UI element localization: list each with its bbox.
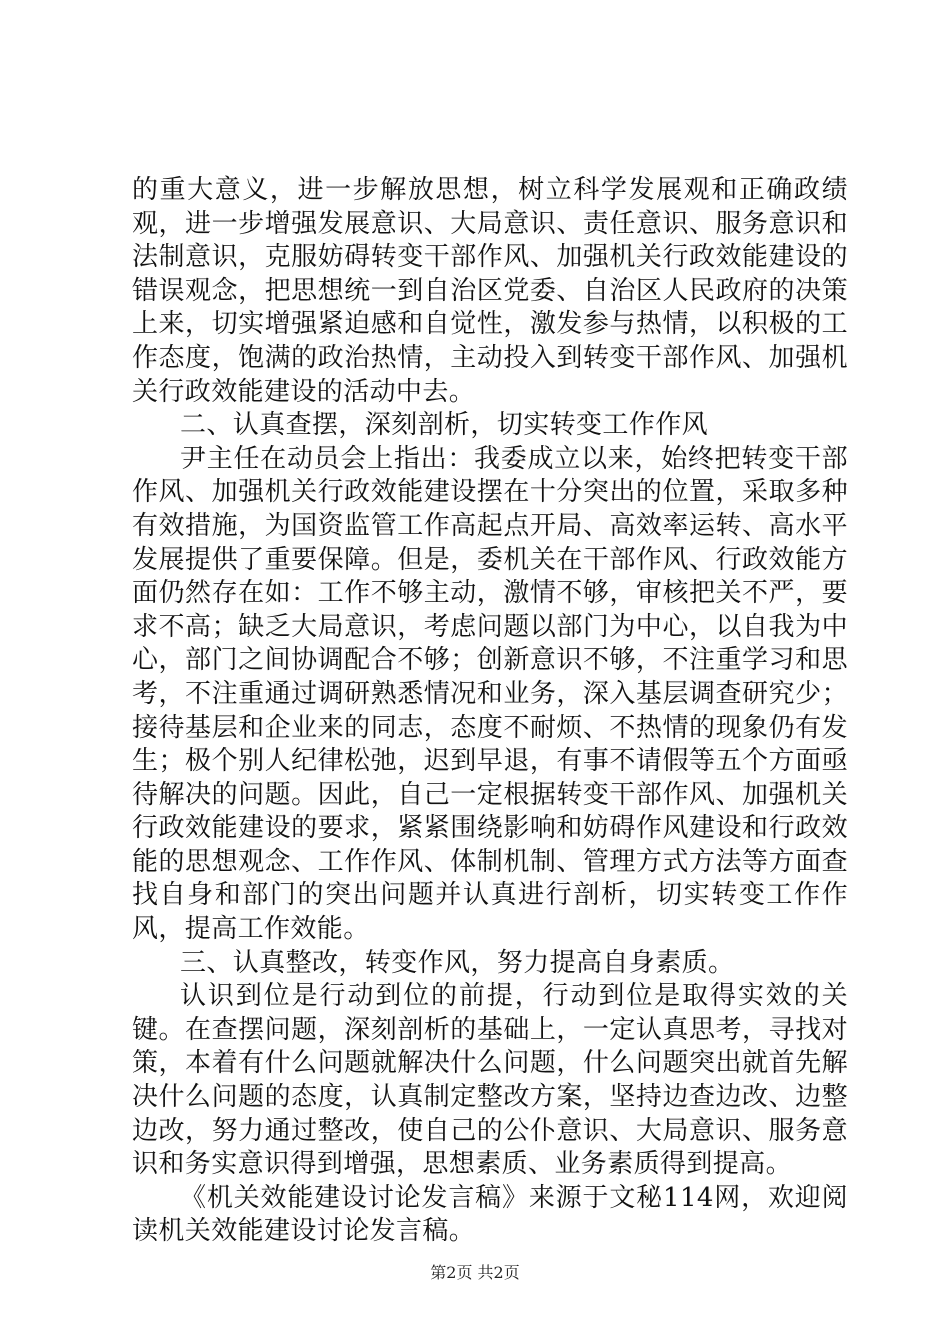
paragraph-source-note: 《机关效能建设讨论发言稿》来源于文秘114网，欢迎阅读机关效能建设讨论发言稿。 — [132, 1182, 848, 1247]
section-heading-3: 三、认真整改，转变作风，努力提高自身素质。 — [180, 947, 735, 978]
paragraph-rectification: 认识到位是行动到位的前提，行动到位是取得实效的关键。在查摆问题，深刻剖析的基础上，一定认真思考，寻找对策，本着有什么问题就解决什么问题，什么问题突出就首先解决什么问题的态度，认真制定整改方案，坚持边查边改、边整边改，努力通过整改，使自己的公仆意识、大局意识、服务意识和务实意识得到增强，思想素质、业务素质得到提高。 — [132, 981, 848, 1180]
document-body — [132, 174, 848, 1249]
paragraph-director-remarks: 尹主任在动员会上指出：我委成立以来，始终把转变干部作风、加强机关行政效能建设摆在十分突出的位置，采取多种有效措施，为国资监管工作高起点开局、高效率运转、高水平发展提供了重要保障。但是，委机关在干部作风、行政效能方面仍然存在如：工作不够主动，激情不够，审核把关不严，要求不高；缺乏大局意识，考虑问题以部门为中心，以自我为中心，部门之间协调配合不够；创新意识不够，不注重学习和思考，不注重通过调研熟悉情况和业务，深入基层调查研究少；接待基层和企业来的同志，态度不耐烦、不热情的现象仍有发生；极个别人纪律松弛，迟到早退，有事不请假等五个方面亟待解决的问题。因此，自己一定根据转变干部作风、加强机关行政效能建设的要求，紧紧围绕影响和妨碍作风建设和行政效能的思想观念、工作作风、体制机制、管理方式方法等方面查找自身和部门的突出问题并认真进行剖析，切实转变工作作风，提高工作效能。 — [132, 443, 848, 945]
paragraph-continuation: 的重大意义，进一步解放思想，树立科学发展观和正确政绩观，进一步增强发展意识、大局意识、责任意识、服务意识和法制意识，克服妨碍转变干部作风、加强机关行政效能建设的错误观念，把思想统一到自治区党委、自治区人民政府的决策上来，切实增强紧迫感和自觉性，激发参与热情，以积极的工作态度，饱满的政治热情，主动投入到转变干部作风、加强机关行政效能建设的活动中去。 — [132, 175, 848, 407]
page-number-footer: 第2页 共2页 — [430, 1263, 520, 1282]
section-heading-2: 二、认真查摆，深刻剖析，切实转变工作作风 — [180, 410, 709, 441]
